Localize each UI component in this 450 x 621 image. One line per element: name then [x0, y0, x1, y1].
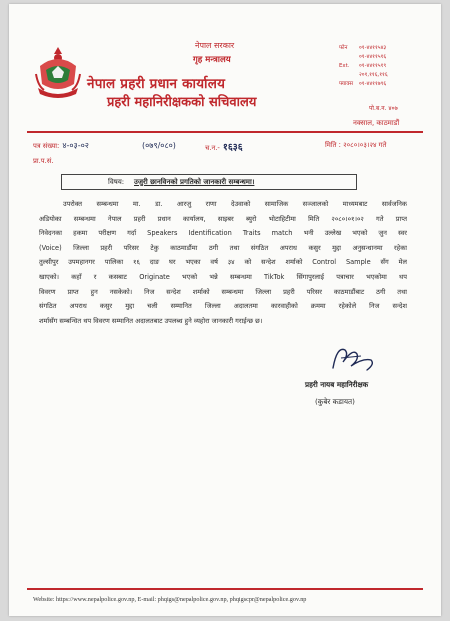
body-line: निवेदनका हकमा परीक्षण गर्दा Speakers Identification Traits match भनी उल्लेख भएको जुन स्वर — [39, 229, 407, 238]
office-code: प्रा.प.सं. — [33, 157, 54, 165]
signatory-title: प्रहरी नायब महानिरीक्षक — [305, 380, 369, 389]
footer-contact: Website: https://www.nepalpolice.gov.np, E-mail: phqigs@nepalpolice.gov.np, phqigscpr@nepalpolice.gov.np — [33, 596, 307, 603]
ministry-label: गृह मन्त्रालय — [193, 55, 231, 65]
body-line: उपरोक्त सम्बन्धमा मा. डा. आरजु राणा देउवाको सामाजिक सञ्जालको माध्यमबाट सार्वजनिक — [63, 200, 407, 208]
letter-number: पत्र संख्या: ४-०३-०२ — [33, 141, 89, 150]
office-subtitle: प्रहरी महानिरीक्षकको सचिवालय — [107, 95, 257, 110]
location: नक्साल, काठमाडौं — [353, 119, 400, 127]
dispatch-number: च.न.- १६३६ — [205, 142, 243, 153]
contact-row: २०१,११६,११६ — [359, 72, 388, 78]
signatory-name: (कुबेर कडायत) — [315, 397, 355, 406]
body-line: संगठित अपराध कसुर मुद्दा चली सम्मानित जिल्ला अदालतमा कारवाहीको क्रममा रहेकोले निज सन्देश — [39, 302, 407, 311]
fiscal-year: (०७९/०८०) — [142, 141, 176, 150]
nepal-emblem-icon — [32, 44, 84, 102]
body-line: (Voice) जिल्ला प्रहरी परिसर टेकु काठमाडौंमा ठगी तथा संगठित अपराध कसुर मुद्दा अनुसन्धानमा रहेका — [39, 243, 407, 252]
body-line: अडियोका सम्बन्धमा नेपाल प्रहरी प्रधान कार्यालय, साइबर ब्युरो भोटाहिटीमा मिति २०८०।०१।०२ गते प्राप्त — [39, 214, 407, 223]
contact-row: फ्याक्स ०१-४४११७९६ — [339, 81, 387, 87]
handwritten-signature — [327, 340, 379, 374]
letter-body — [39, 197, 407, 328]
subject-text: उजुरी छानविनको प्रगतिको जानकारी सम्बन्धमा। — [134, 177, 255, 186]
letter-page — [9, 4, 441, 616]
footer-divider — [27, 588, 423, 590]
contact-row: ०१-४४११५१६ — [359, 54, 387, 60]
subject-box — [61, 174, 357, 190]
contact-block — [339, 44, 388, 89]
body-line: तुल्सीपुर उपमहानगर पालिका १६ दाङ घर भएका वर्ष ३४ को सन्देश शर्माको Control Sample सँग मेल — [39, 258, 407, 267]
govt-label: नेपाल सरकार — [195, 41, 235, 50]
po-box: पो.ब.न. ४०७ — [369, 105, 398, 112]
letter-date: मिति : २०८०।०३।२४ गते — [325, 141, 387, 149]
body-line: खाएको। कहाँ र कसबाट Originate भएको भन्ने सम्बन्धमा TikTok सिंगापुरलाई पत्राचार भएकोमा थप — [39, 272, 407, 281]
contact-row: फोन ०१-४४११५४३ — [339, 45, 387, 51]
office-title: नेपाल प्रहरी प्रधान कार्यालय — [87, 76, 226, 92]
subject-label: विषय: — [108, 177, 125, 186]
header-divider — [27, 131, 423, 133]
body-line: शर्मासँग सम्बन्धित थप विवरण सम्मानित अदालतबाट उपलब्ध हुने व्यहोरा जानकारी गराईन्छ छ। — [39, 316, 263, 325]
body-line: विवरण प्राप्त हुन नसकेको। निज सन्देश शर्माको सम्बन्धमा जिल्ला प्रहरी परिसर काठमाडौंबाट ठगी तथा — [39, 287, 407, 296]
contact-row: Ext. ०१-४४११५१९ — [339, 63, 387, 69]
